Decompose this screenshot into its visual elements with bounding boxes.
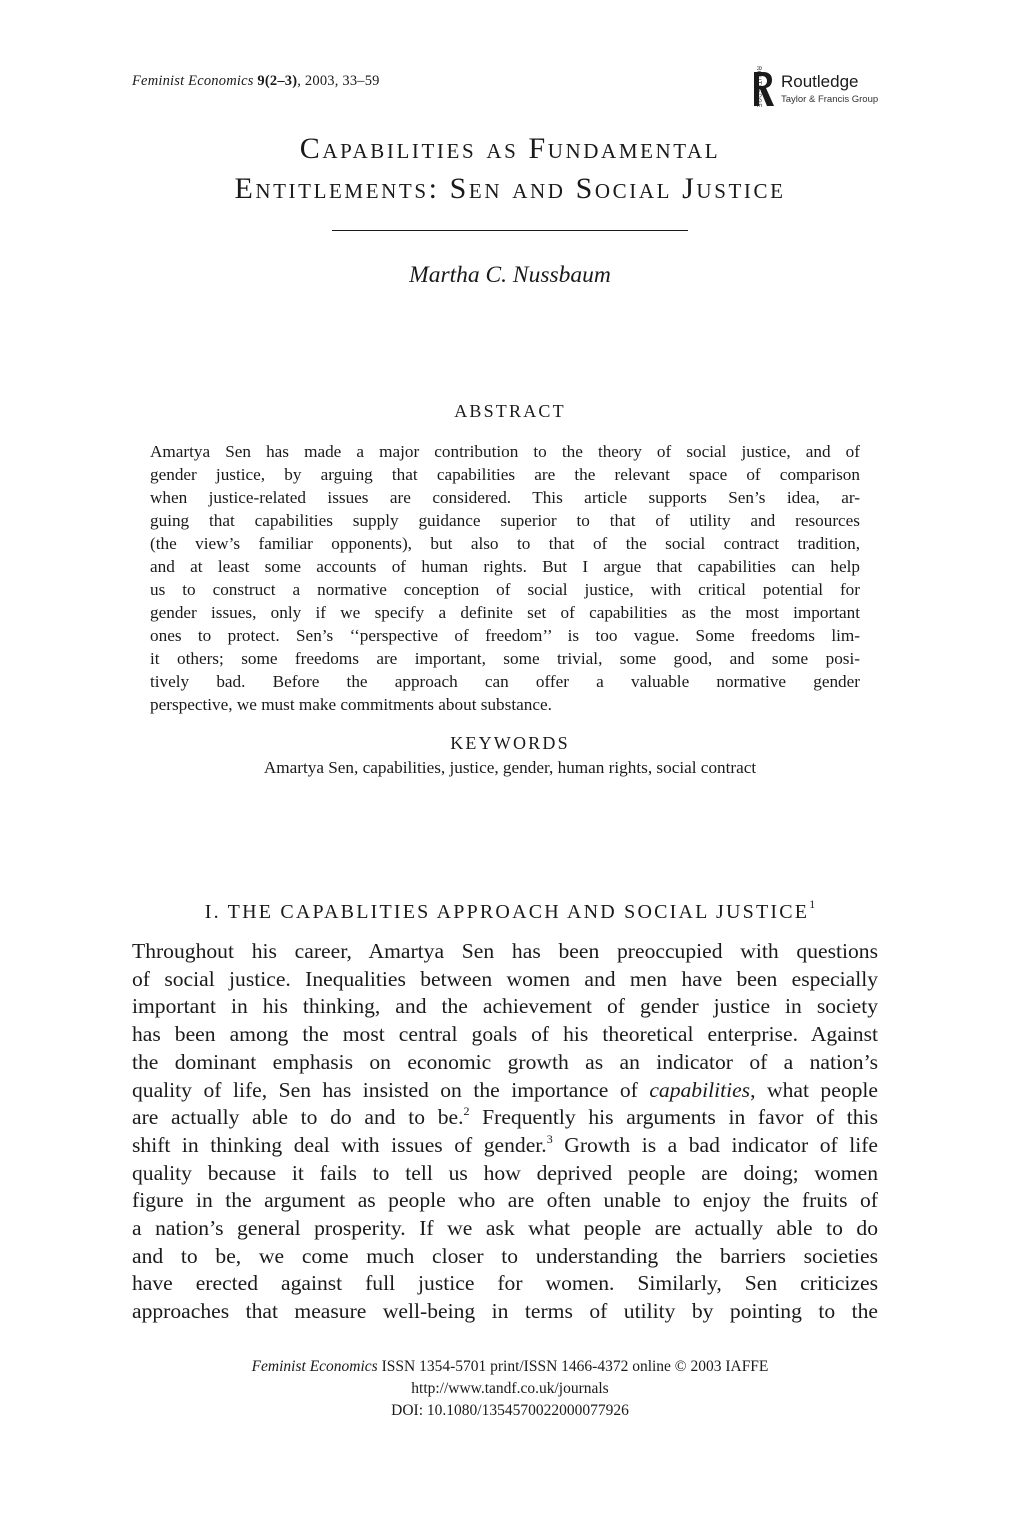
- keywords-list: Amartya Sen, capabilities, justice, gender, human rights, social contract: [263, 758, 757, 777]
- body-text-run: Frequently his arguments in favor of this: [469, 1105, 878, 1130]
- emphasis-capabilities: capabilities: [649, 1077, 751, 1102]
- abstract-line: Amartya Sen has made a major contribution to the theory of social justice, and of: [150, 442, 860, 461]
- abstract-text: [150, 440, 860, 716]
- title-divider: [332, 230, 688, 231]
- footer-issn-text: ISSN 1354-5701 print/ISSN 1466-4372 online © 2003 IAFFE: [377, 1358, 769, 1375]
- abstract-line: it others; some freedoms are important, some trivial, some good, and some posi-: [150, 649, 860, 668]
- body-line: figure in the argument as people who are often unable to enjoy the fruits of: [132, 1188, 878, 1213]
- body-line: quality because it fails to tell us how deprived people are doing; women: [132, 1160, 878, 1185]
- abstract-line: tively bad. Before the approach can offer a valuable normative gender: [150, 672, 860, 691]
- body-line: Throughout his career, Amartya Sen has been preoccupied with questions: [132, 939, 878, 963]
- article-title-line-2: Entitlements: Sen and Social Justice: [234, 172, 786, 205]
- section-heading: [0, 897, 1020, 924]
- publisher-name: Routledge: [781, 72, 859, 91]
- body-text-run: are actually able to do and to be.: [132, 1105, 464, 1130]
- footer-url[interactable]: http://www.tandf.co.uk/journals: [411, 1380, 609, 1397]
- body-text-run: shift in thinking deal with issues of gender.: [132, 1132, 547, 1157]
- article-title-line-1: Capabilities as Fundamental: [299, 132, 721, 165]
- publisher-group: Taylor & Francis Group: [781, 94, 879, 105]
- abstract-line: perspective, we must make commitments about substance.: [150, 695, 552, 714]
- body-text-run: , what people: [750, 1077, 878, 1102]
- section-heading-text: I. THE CAPABLITIES APPROACH AND SOCIAL JUSTICE: [204, 901, 810, 923]
- body-line: approaches that measure well-being in terms of utility by pointing to the: [132, 1299, 878, 1324]
- body-text-run: Growth is a bad indicator of life: [552, 1132, 878, 1157]
- footer-journal-name: Feminist Economics: [251, 1358, 378, 1375]
- abstract-heading: ABSTRACT: [454, 401, 566, 421]
- body-paragraph: [132, 938, 878, 1326]
- body-line: has been among the most central goals of his theoretical enterprise. Against: [132, 1022, 878, 1047]
- body-line: the dominant emphasis on economic growth as an indicator of a nation’s: [132, 1049, 878, 1074]
- body-line: a nation’s general prosperity. If we ask what people are actually able to do: [132, 1216, 878, 1241]
- abstract-line: us to construct a normative conception of social justice, with critical potential for: [150, 580, 860, 599]
- footnote-marker: 1: [809, 897, 816, 911]
- body-text-run: quality of life, Sen has insisted on the importance of: [132, 1077, 650, 1102]
- abstract-line: and at least some accounts of human rights. But I argue that capabilities can help: [150, 557, 860, 576]
- body-line: [132, 1077, 878, 1105]
- abstract-line: ones to protect. Sen’s ‘‘perspective of freedom’’ is too vague. Some freedoms lim-: [150, 626, 860, 645]
- body-line: and to be, we come much closer to understanding the barriers societies: [132, 1243, 878, 1268]
- footnote-marker: 3: [546, 1131, 553, 1146]
- abstract-line: gender justice, by arguing that capabilities are the relevant space of comparison: [150, 465, 860, 484]
- footer-doi: DOI: 10.1080/1354570022000077926: [391, 1402, 629, 1419]
- body-line: of social justice. Inequalities between women and men have been especially: [132, 966, 878, 991]
- year-pages: , 2003, 33–59: [297, 73, 380, 89]
- body-line: have erected against full justice for women. Similarly, Sen criticizes: [132, 1271, 878, 1296]
- footer-issn: [0, 1356, 1020, 1378]
- volume-issue: 9(2–3): [257, 73, 298, 89]
- abstract-line: guing that capabilities supply guidance superior to that of utility and resources: [150, 511, 860, 530]
- abstract-line: (the view’s familiar opponents), but also to that of the social contract tradition,: [150, 534, 860, 553]
- journal-reference: [132, 73, 380, 90]
- body-line: [132, 1132, 878, 1160]
- keywords-heading: KEYWORDS: [450, 733, 570, 753]
- publisher-logo: [745, 66, 895, 110]
- journal-name: Feminist Economics: [132, 73, 254, 89]
- body-line: [132, 1104, 878, 1132]
- publisher-vertical-mark: ROUTLEDGE: [754, 66, 761, 108]
- abstract-line: when justice-related issues are considered. This article supports Sen’s idea, ar-: [150, 488, 860, 507]
- author-name: Martha C. Nussbaum: [409, 262, 611, 288]
- body-line: important in his thinking, and the achievement of gender justice in society: [132, 994, 878, 1019]
- abstract-line: gender issues, only if we specify a definite set of capabilities as the most important: [150, 603, 860, 622]
- footnote-marker: 2: [463, 1104, 470, 1119]
